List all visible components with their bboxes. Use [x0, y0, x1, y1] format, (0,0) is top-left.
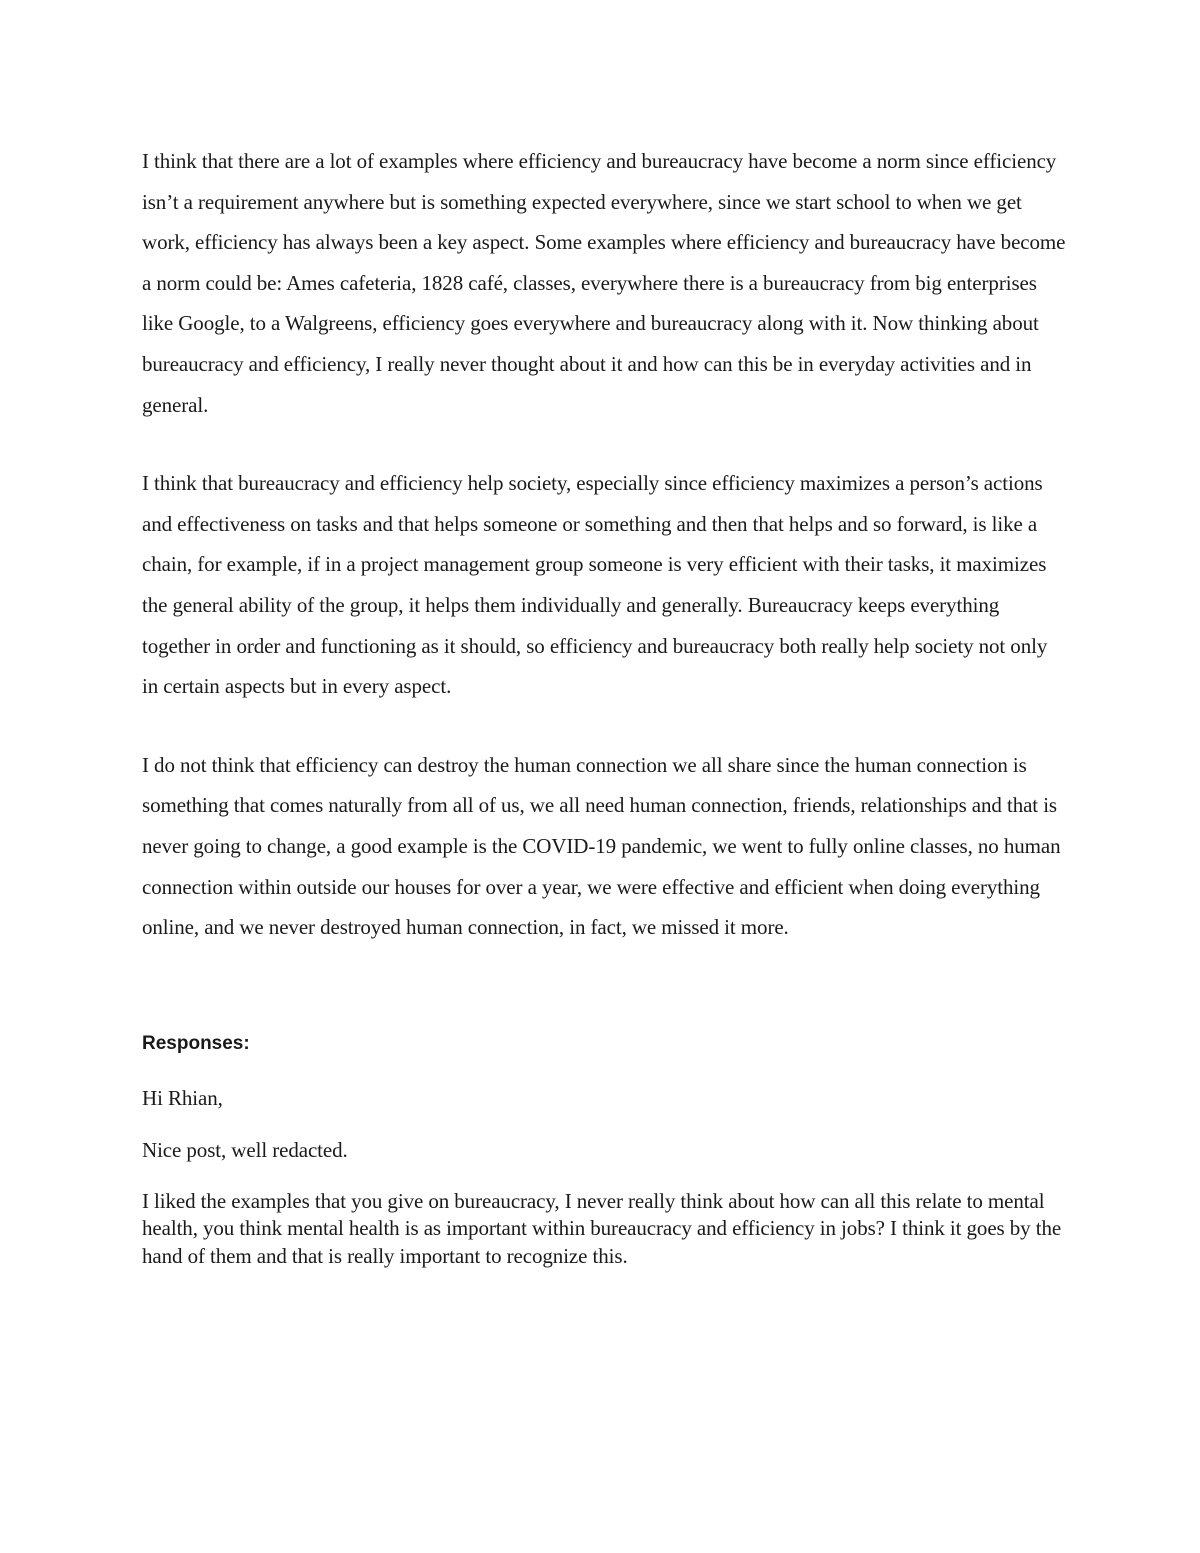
- essay-paragraph-3: I do not think that efficiency can destroy the human connection we all share since the human connection is something that comes naturally from all of us, we all need human connection, friends, relationships and that is never going to change, a good example is the COVID-19 pandemic, we went to fully online classes, no human connection within outside our houses for over a year, we were effective and efficient when doing everything online, and we never destroyed human connection, in fact, we missed it more.: [142, 752, 1061, 940]
- essay-paragraph-2: I think that bureaucracy and efficiency help society, especially since efficiency maximizes a person’s actions and effectiveness on tasks and that helps someone or something and then that helps and so forward, is like a chain, for example, if in a project management group someone is very efficient with their tasks, it maximizes the general ability of the group, it helps them individually and generally. Bureaucracy keeps everything together in order and functioning as it should, so efficiency and bureaucracy both really help society not only in certain aspects but in every aspect.: [142, 471, 1048, 699]
- responses-heading: Responses:: [142, 1032, 250, 1054]
- responses-section: [142, 1030, 1067, 1271]
- essay-body: [142, 141, 1067, 948]
- document-content: [142, 141, 1067, 1294]
- response-greeting: Hi Rhian,: [142, 1085, 223, 1110]
- response-body: I liked the examples that you give on bureaucracy, I never really think about how can all this relate to mental health, you think mental health is as important within bureaucracy and efficiency in jobs? I think it goes by the hand of them and that is really important to recognize this.: [142, 1188, 1062, 1268]
- essay-paragraph-1: I think that there are a lot of examples where efficiency and bureaucracy have become a norm since efficiency isn’t a requirement anywhere but is something expected everywhere, since we start school to when we get work, efficiency has always been a key aspect. Some examples where efficiency and bureaucracy have become a norm could be: Ames cafeteria, 1828 café, classes, everywhere there is a bureaucracy from big enterprises like Google, to a Walgreens, efficiency goes everywhere and bureaucracy along with it. Now thinking about bureaucracy and efficiency, I really never thought about it and how can this be in everyday activities and in general.: [142, 149, 1066, 417]
- response-compliment: Nice post, well redacted.: [142, 1137, 348, 1162]
